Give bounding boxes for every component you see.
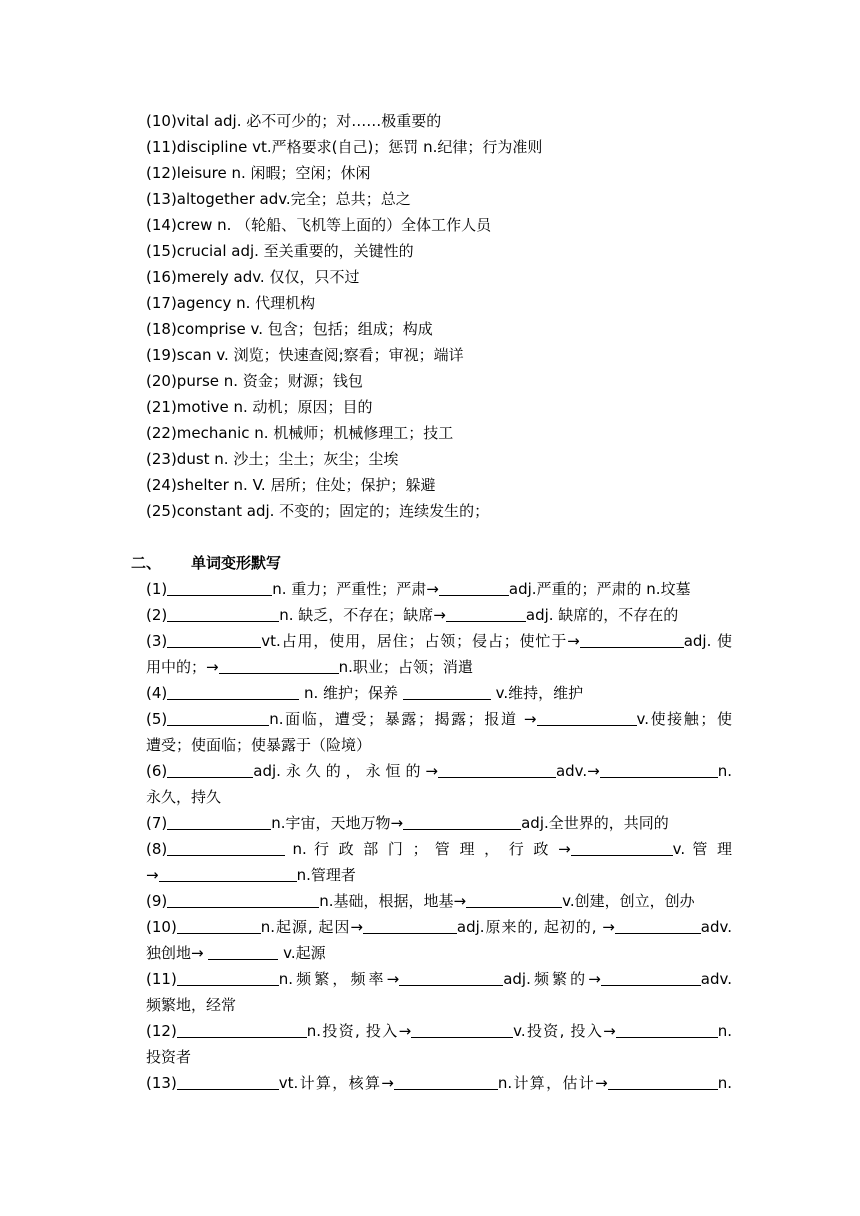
answer-blank[interactable] [167, 710, 269, 726]
exercise-text: v.维持，维护 [490, 684, 584, 702]
answer-blank[interactable] [399, 970, 503, 986]
vocab-item: (14)crew n. （轮船、飞机等上面的）全体工作人员 [146, 216, 492, 234]
exercise-line [146, 836, 732, 862]
answer-blank[interactable] [439, 580, 509, 596]
exercise-number: (7) [146, 814, 168, 832]
answer-blank[interactable] [219, 658, 339, 674]
answer-blank[interactable] [177, 918, 261, 934]
exercise-text: vt.占用，使用，居住；占领；侵占；使忙于→ [261, 632, 580, 650]
exercise-line [146, 654, 732, 680]
answer-blank[interactable] [466, 892, 562, 908]
exercise-line [146, 992, 732, 1018]
vocabulary-list [146, 108, 746, 524]
exercise-text: adv. [700, 970, 732, 988]
exercise-text: n. [717, 1074, 732, 1092]
section-number: 二、 [131, 554, 162, 572]
answer-blank[interactable] [537, 710, 637, 726]
answer-blank[interactable] [608, 1074, 718, 1090]
exercise-line [146, 680, 732, 706]
exercise-line [146, 888, 732, 914]
exercise-line [146, 628, 732, 654]
answer-blank[interactable] [411, 1022, 513, 1038]
vocab-item: (19)scan v. 浏览；快速查阅;察看；审视；端详 [146, 346, 464, 364]
answer-blank[interactable] [167, 762, 253, 778]
exercise-number: (13) [146, 1074, 177, 1092]
exercise-number: (11) [146, 970, 177, 988]
vocab-item: (17)agency n. 代理机构 [146, 294, 316, 312]
answer-blank[interactable] [167, 814, 271, 830]
answer-blank[interactable] [363, 918, 457, 934]
answer-blank[interactable] [208, 944, 278, 960]
exercise-number: (9) [146, 892, 168, 910]
exercise-text: n. 维护；保养 [299, 684, 403, 702]
exercise-line [146, 862, 732, 888]
vocab-item: (16)merely adv. 仅仅，只不过 [146, 268, 360, 286]
vocab-item: (12)leisure n. 闲暇；空闲；休闲 [146, 164, 371, 182]
exercise-text: n. [717, 1022, 732, 1040]
answer-blank[interactable] [438, 762, 556, 778]
exercise-text: n.计算，估计→ [497, 1074, 608, 1092]
answer-blank[interactable] [403, 684, 491, 700]
exercise-text: adj.原来的, 起初的, → [456, 918, 615, 936]
exercise-text: adv. [700, 918, 732, 936]
answer-blank[interactable] [159, 866, 297, 882]
answer-blank[interactable] [394, 1074, 498, 1090]
answer-blank[interactable] [177, 970, 279, 986]
answer-blank[interactable] [177, 1074, 279, 1090]
exercise-number: (12) [146, 1022, 177, 1040]
vocab-item: (13)altogether adv.完全；总共；总之 [146, 190, 411, 208]
exercise-text: adj.全世界的，共同的 [521, 814, 669, 832]
exercise-text: v.使接触；使 [636, 710, 732, 728]
exercise-text: 遭受；使面临；使暴露于（险境） [146, 736, 372, 754]
vocab-item: (22)mechanic n. 机械师；机械修理工；技工 [146, 424, 454, 442]
exercise-line [146, 1044, 732, 1070]
answer-blank[interactable] [167, 632, 261, 648]
exercise-text: n. 行 政 部 门 ； 管 理 ， 行 政 → [285, 840, 571, 858]
vocab-item: (11)discipline vt.严格要求(自己)；惩罚 n.纪律；行为准则 [146, 138, 543, 156]
exercise-line [146, 810, 732, 836]
exercise-text: adj.严重的；严肃的 n.坟墓 [508, 580, 691, 598]
exercise-text: n. 缺乏，不存在；缺席→ [279, 606, 446, 624]
answer-blank[interactable] [616, 1022, 718, 1038]
exercise-text: vt.计算，核算→ [278, 1074, 394, 1092]
answer-blank[interactable] [600, 762, 718, 778]
exercise-number: (3) [146, 632, 168, 650]
answer-blank[interactable] [167, 840, 285, 856]
answer-blank[interactable] [167, 580, 272, 596]
exercise-line [146, 1018, 732, 1044]
exercise-text: 独创地→ [146, 944, 209, 962]
exercise-number: (6) [146, 762, 168, 780]
exercise-line [146, 784, 732, 810]
exercise-text: n. 重力；严重性；严肃→ [272, 580, 439, 598]
exercise-line [146, 706, 732, 732]
exercise-text: adv.→ [555, 762, 600, 780]
exercise-text: v.投资, 投入→ [513, 1022, 616, 1040]
section-title: 单词变形默写 [191, 554, 282, 572]
answer-blank[interactable] [177, 1022, 307, 1038]
exercise-number: (10) [146, 918, 177, 936]
section-heading [131, 550, 281, 576]
vocab-item: (10)vital adj. 必不可少的；对……极重要的 [146, 112, 442, 130]
vocab-item: (21)motive n. 动机；原因；目的 [146, 398, 373, 416]
exercise-text: n.职业；占领；消遣 [338, 658, 473, 676]
vocab-item: (15)crucial adj. 至关重要的，关键性的 [146, 242, 414, 260]
exercise-number: (2) [146, 606, 168, 624]
answer-blank[interactable] [167, 684, 299, 700]
exercise-text: adj.频繁的→ [503, 970, 601, 988]
exercise-text: n.基础，根据，地基→ [319, 892, 467, 910]
answer-blank[interactable] [571, 840, 673, 856]
answer-blank[interactable] [446, 606, 526, 622]
exercise-line [146, 732, 732, 758]
vocab-item: (20)purse n. 资金；财源；钱包 [146, 372, 363, 390]
exercise-number: (5) [146, 710, 168, 728]
exercise-line [146, 966, 732, 992]
exercise-line [146, 914, 732, 940]
exercise-text: v.创建，创立，创办 [562, 892, 695, 910]
answer-blank[interactable] [580, 632, 684, 648]
vocab-item: (25)constant adj. 不变的；固定的；连续发生的； [146, 502, 490, 520]
exercise-line [146, 940, 732, 966]
exercise-text: n.管理者 [296, 866, 356, 884]
exercise-text: adj. 使 [683, 632, 732, 650]
vocab-item: (24)shelter n. V. 居所；住处；保护；躲避 [146, 476, 436, 494]
exercise-text: adj. 缺席的，不存在的 [525, 606, 679, 624]
exercise-number: (1) [146, 580, 168, 598]
exercise-text: → [146, 866, 159, 884]
exercise-text: n.起源, 起因→ [260, 918, 363, 936]
answer-blank[interactable] [167, 892, 319, 908]
answer-blank[interactable] [167, 606, 279, 622]
exercise-number: (4) [146, 684, 168, 702]
exercise-text: v.起源 [278, 944, 326, 962]
answer-blank[interactable] [403, 814, 521, 830]
exercise-line [146, 758, 732, 784]
exercise-line [146, 1070, 732, 1096]
word-form-exercises [146, 576, 732, 1096]
exercise-line [146, 576, 732, 602]
exercise-text: 频繁地，经常 [146, 996, 237, 1014]
answer-blank[interactable] [601, 970, 701, 986]
exercise-text: n.宇宙，天地万物→ [271, 814, 404, 832]
exercise-line [146, 602, 732, 628]
exercise-text: v. 管 理 [672, 840, 732, 858]
vocab-item: (18)comprise v. 包含；包括；组成；构成 [146, 320, 433, 338]
vocab-item: (23)dust n. 沙土；尘土；灰尘；尘埃 [146, 450, 399, 468]
exercise-text: 用中的；→ [146, 658, 219, 676]
exercise-text: adj.永久的，永恒的→ [253, 762, 438, 780]
exercise-number: (8) [146, 840, 168, 858]
exercise-text: 永久，持久 [146, 788, 222, 806]
answer-blank[interactable] [615, 918, 701, 934]
exercise-text: n. [717, 762, 732, 780]
exercise-text: n.频繁，频率→ [278, 970, 400, 988]
exercise-text: 投资者 [146, 1048, 192, 1066]
exercise-text: n.投资, 投入→ [306, 1022, 412, 1040]
exercise-text: n.面临，遭受；暴露；揭露；报道 → [269, 710, 537, 728]
